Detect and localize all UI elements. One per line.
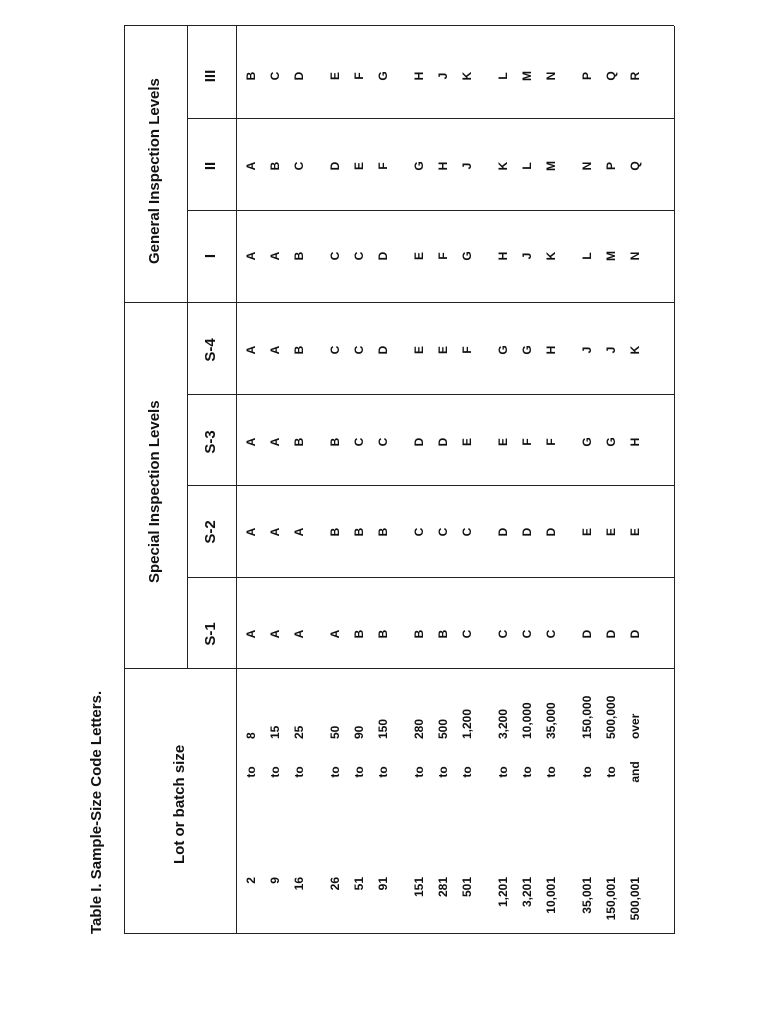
code-letter-cell: C [292,161,306,171]
lot-size-to: 1,200 [460,708,474,739]
code-letter-cell: E [412,346,426,355]
code-letter-cell: N [544,71,558,81]
code-letter-cell: B [412,629,426,639]
lot-size-from: 9 [268,877,282,884]
lot-size-from: 16 [292,877,306,891]
code-letter-cell: B [352,629,366,639]
code-letter-cell: A [268,437,282,447]
code-letter-cell: C [460,629,474,639]
code-letter-cell: E [412,252,426,261]
border-right [124,25,674,26]
code-letter-cell: A [328,629,342,639]
column-header: S-4 [202,338,219,362]
code-letter-cell: G [460,251,474,261]
code-letter-cell: C [436,527,450,537]
lot-size-connector: to [520,766,534,778]
code-letter-cell: L [520,162,534,170]
code-letter-cell: H [628,437,642,447]
lot-size-to: 150,000 [580,695,594,739]
lot-size-to: 8 [244,732,258,739]
lot-size-to: 500,000 [604,695,618,739]
code-letter-cell: F [352,72,366,80]
lot-size-from: 501 [460,877,474,898]
code-letter-cell: B [292,251,306,261]
code-letter-cell: H [412,71,426,81]
code-letter-cell: E [352,162,366,171]
code-letter-cell: A [268,527,282,537]
lot-size-connector: to [352,766,366,778]
code-letter-cell: D [376,345,390,355]
column-header: II [202,161,219,171]
code-letter-cell: F [520,438,534,446]
code-letter-cell: K [628,345,642,355]
lot-size-connector: to [292,766,306,778]
code-letter-cell: A [244,345,258,355]
lot-size-connector: to [496,766,510,778]
lot-size-from: 51 [352,877,366,891]
code-letter-cell: C [328,251,342,261]
col-divider [187,394,674,395]
code-letter-cell: A [244,161,258,171]
code-letter-cell: N [580,161,594,171]
code-letter-cell: F [376,162,390,170]
column-header: S-3 [202,430,219,454]
code-letter-cell: H [544,345,558,355]
code-letter-cell: N [628,251,642,261]
lot-size-to: 10,000 [520,702,534,739]
column-header: I [202,253,219,259]
code-letter-cell: B [352,527,366,537]
code-letter-cell: F [460,346,474,354]
code-letter-cell: L [580,252,594,260]
lot-size-to: 50 [328,725,342,739]
lot-size-to: 25 [292,725,306,739]
lot-size-header: Lot or batch size [171,744,188,864]
code-letter-cell: B [376,527,390,537]
code-letter-cell: J [604,346,618,354]
code-letter-cell: A [268,251,282,261]
code-letter-cell: E [436,346,450,355]
code-letter-cell: C [520,629,534,639]
code-letter-cell: B [376,629,390,639]
code-letter-cell: E [496,438,510,447]
code-letter-cell: B [292,437,306,447]
code-letter-cell: G [520,345,534,355]
lot-size-connector: to [412,766,426,778]
col-divider [187,485,674,486]
code-letter-cell: Q [604,71,618,81]
lot-size-from: 151 [412,877,426,898]
code-letter-cell: E [580,528,594,537]
code-letter-cell: C [328,345,342,355]
code-letter-cell: A [244,437,258,447]
code-letter-cell: F [544,438,558,446]
lot-size-from: 2 [244,877,258,884]
code-letter-cell: D [604,629,618,639]
code-letter-cell: A [292,527,306,537]
general-levels-header: General Inspection Levels [146,78,163,264]
group-divider [124,302,674,303]
lot-size-to: over [628,713,642,739]
code-letter-cell: D [376,251,390,261]
code-letter-cell: P [604,162,618,171]
lot-size-connector: and [628,761,642,783]
header-divider [236,26,237,934]
code-letter-cell: D [292,71,306,81]
code-letter-cell: A [268,345,282,355]
code-letter-cell: A [244,527,258,537]
code-letter-cell: G [412,161,426,171]
code-letter-cell: A [244,251,258,261]
code-letter-cell: B [328,527,342,537]
code-letter-cell: D [520,527,534,537]
code-letter-cell: C [352,345,366,355]
special-levels-header: Special Inspection Levels [146,400,163,583]
code-letter-cell: C [352,251,366,261]
code-letter-cell: P [580,72,594,81]
code-letter-cell: E [628,528,642,537]
lot-size-from: 35,001 [580,877,594,914]
code-letter-cell: K [460,71,474,81]
table-caption: Table I. Sample-Size Code Letters. [88,690,105,934]
lot-size-connector: to [376,766,390,778]
lot-size-from: 150,001 [604,877,618,921]
lot-size-to: 35,000 [544,702,558,739]
code-letter-cell: F [436,252,450,260]
col-divider [187,577,674,578]
lot-size-from: 281 [436,877,450,898]
code-letter-cell: B [292,345,306,355]
code-letter-cell: D [412,437,426,447]
code-letter-cell: D [496,527,510,537]
code-letter-cell: D [544,527,558,537]
code-letter-cell: D [436,437,450,447]
lot-size-connector: to [604,766,618,778]
lot-size-connector: to [268,766,282,778]
code-letter-cell: J [436,72,450,80]
lot-size-to: 90 [352,725,366,739]
code-letter-cell: C [352,437,366,447]
lot-size-from: 3,201 [520,877,534,908]
code-letter-cell: J [520,252,534,260]
code-letter-cell: J [460,162,474,170]
code-letter-cell: E [604,528,618,537]
lot-column-divider [124,668,674,669]
code-letter-cell: D [628,629,642,639]
lot-size-from: 26 [328,877,342,891]
code-letter-cell: A [244,629,258,639]
code-letter-cell: B [268,161,282,171]
lot-size-from: 10,001 [544,877,558,914]
code-letter-cell: E [328,72,342,81]
code-letter-cell: C [460,527,474,537]
code-letter-cell: A [268,629,282,639]
code-letter-cell: M [520,71,534,81]
code-letter-cell: M [604,251,618,261]
code-letter-cell: B [328,437,342,447]
lot-size-connector: to [436,766,450,778]
code-letter-cell: A [292,629,306,639]
code-letter-cell: G [496,345,510,355]
lot-size-connector: to [244,766,258,778]
col-divider [187,118,674,119]
code-letter-cell: H [496,251,510,261]
lot-size-to: 150 [376,718,390,739]
code-letter-cell: K [544,251,558,261]
lot-size-to: 15 [268,725,282,739]
code-letter-cell: Q [628,161,642,171]
code-letter-cell: C [496,629,510,639]
column-header: III [202,69,219,83]
code-letter-cell: C [376,437,390,447]
lot-size-to: 3,200 [496,708,510,739]
lot-size-from: 500,001 [628,877,642,921]
lot-size-connector: to [328,766,342,778]
code-letter-cell: G [376,71,390,81]
code-letter-cell: B [244,71,258,81]
lot-size-to: 280 [412,718,426,739]
border-top [124,26,125,934]
column-header: S-2 [202,520,219,544]
code-letter-cell: C [412,527,426,537]
code-letter-cell: H [436,161,450,171]
code-letter-cell: C [544,629,558,639]
lot-size-connector: to [580,766,594,778]
code-letter-cell: C [268,71,282,81]
lot-size-connector: to [544,766,558,778]
code-letter-cell: D [580,629,594,639]
col-divider [187,210,674,211]
code-letter-cell: J [580,346,594,354]
code-letter-cell: B [436,629,450,639]
lot-size-from: 91 [376,877,390,891]
code-letter-cell: G [580,437,594,447]
lot-size-connector: to [460,766,474,778]
code-letter-cell: R [628,71,642,81]
column-header: S-1 [202,622,219,646]
code-letter-cell: K [496,161,510,171]
border-bottom [674,26,675,934]
code-letter-cell: L [496,72,510,80]
lot-size-to: 500 [436,718,450,739]
subheader-divider [187,26,188,669]
lot-size-from: 1,201 [496,877,510,908]
code-letter-cell: G [604,437,618,447]
code-letter-cell: M [544,161,558,171]
code-letter-cell: D [328,161,342,171]
code-letter-cell: E [460,438,474,447]
